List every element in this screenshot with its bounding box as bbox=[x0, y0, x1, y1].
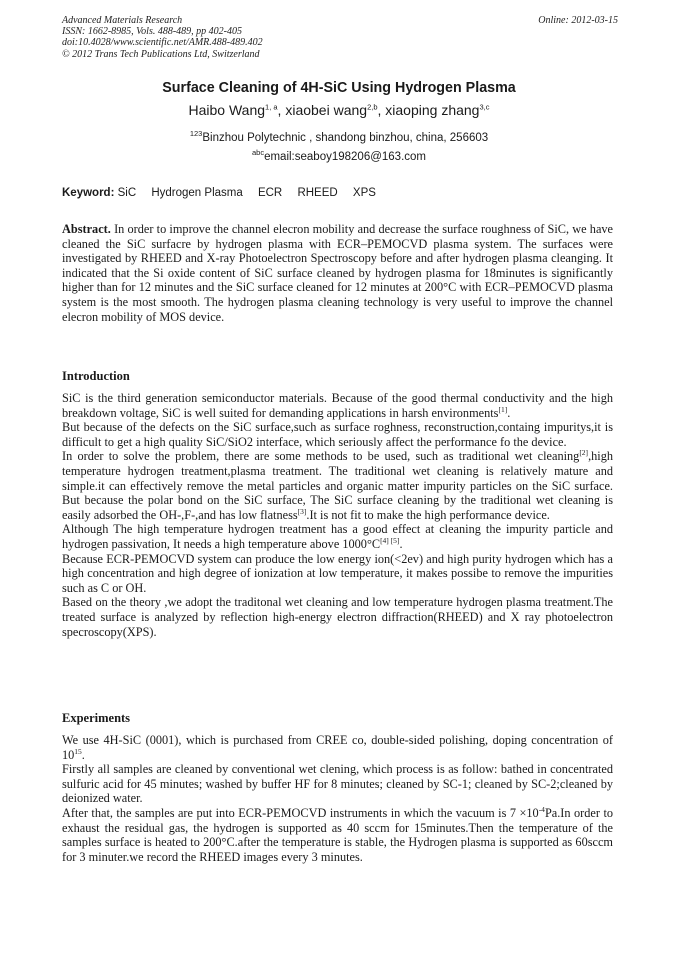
affiliation bbox=[0, 129, 678, 144]
paragraph: Firstly all samples are cleaned by conventional wet clening, which process is as follow: bathed in concentrated sulfuric acid for 45 minutes; washed by buffer HF for 8 minutes; cleaned by SC-1; cleaned by SC-2;cleaned by deionized water. bbox=[62, 762, 613, 806]
abstract-label: Abstract. bbox=[62, 222, 111, 236]
experiments-heading: Experiments bbox=[62, 711, 131, 725]
citation[interactable]: [1] bbox=[498, 404, 508, 414]
issn-line: ISSN: 1662-8985, Vols. 488-489, pp 402-405 bbox=[62, 26, 242, 38]
keyword: Hydrogen Plasma bbox=[151, 187, 243, 199]
paragraph: But because of the defects on the SiC surface,such as surface roghness, reconstruction,containg impuritys,it is difficult to get a high quality SiC/SiO2 interface, which seriously affect the performance fo the device. bbox=[62, 420, 613, 449]
paper-title: Surface Cleaning of 4H-SiC Using Hydrogen Plasma bbox=[162, 80, 516, 96]
author-affil-mark: 3,c bbox=[479, 102, 490, 112]
journal-name: Advanced Materials Research bbox=[62, 15, 183, 26]
introduction-body bbox=[62, 391, 613, 639]
affiliation-mark: 123 bbox=[189, 129, 203, 139]
author-name: Haibo Wang bbox=[188, 102, 266, 118]
paragraph: We use 4H-SiC (0001), which is purchased from CREE co, double-sided polishing, doping concentration of $10^{15}$. bbox=[62, 733, 613, 762]
keywords-label: Keyword: bbox=[62, 187, 115, 199]
author-affil-mark: 2,b bbox=[367, 102, 378, 112]
email-address[interactable]: email:seaboy198206@163.com bbox=[264, 151, 426, 163]
abstract-text: In order to improve the channel elecron mobility and decrease the surface roughness of SiC, we have cleaned the SiC surfacre by hydrogen plasma with ECR–PEMOCVD plasma system. The surfaces were investigated by RHEED and X-ray Photoelectron Spectroscopy before and after hydrogen plasma cleanging. It indicated that the Si oxide content of SiC surface cleaned by hydrogen plasma for 18minutes is significantly higher than for 12 minutes and the SiC surface cleaned for 12 minutes at 200°C with ECR–PEMOCVD plasma system is the most smooth. The hydrogen plasma cleaning technology is very useful to improve the channel elecron mobility of MOS device. bbox=[62, 222, 614, 324]
copyright-line: © 2012 Trans Tech Publications Ltd, Switzerland bbox=[62, 48, 260, 60]
keyword: RHEED bbox=[297, 187, 338, 199]
affiliation-text: Binzhou Polytechnic , shandong binzhou, china, 256603 bbox=[202, 132, 489, 144]
journal-header bbox=[62, 15, 618, 60]
citation[interactable]: [4] [5] bbox=[380, 535, 400, 545]
paragraph: After that, the samples are put into ECR-PEMOCVD instruments in which the vacuum is $7 \times 10^{-4}Pa.In$ order to exhaust the residual gas, the hydrogen is supported as 40 sccm for 15minutes.Then the temperature of the samples surface is heated to 200°C.after the temperature is stable, the Hydrogen plasma is supported as 60sccm for 3 minuter.we record the RHEED images every 3 minutes. bbox=[62, 804, 614, 864]
citation[interactable]: [2] bbox=[579, 448, 589, 458]
paragraph: SiC is the third generation semiconductor materials. Because of the good thermal conductivity and the high breakdown voltage, SiC is well suited for demanding applications in harsh environments[1]. bbox=[62, 391, 613, 420]
email-line bbox=[0, 148, 678, 163]
author-list: Haibo Wang$^{1, a}$, xiaobei wang$^{2,b}$, xiaoping zhang$^{3,c}$ bbox=[188, 102, 490, 118]
paragraph: Because ECR-PEMOCVD system can produce the low energy ion(<2ev) and high purity hydrogen which has a high concentration and high degree of ionization at low temperature, it makes possibe to remove the impurities such as C or OH. bbox=[62, 551, 613, 595]
doi-line[interactable]: doi:10.4028/www.scientific.net/AMR.488-489.402 bbox=[62, 37, 263, 49]
keyword: XPS bbox=[352, 187, 376, 199]
introduction-heading: Introduction bbox=[62, 369, 130, 383]
exponent: 15 bbox=[74, 746, 82, 756]
experiments-body bbox=[62, 733, 613, 864]
keyword: ECR bbox=[257, 187, 283, 199]
author-name: xiaoping zhang bbox=[385, 102, 480, 118]
author-affil-mark: 1, a bbox=[265, 102, 278, 112]
paragraph: In order to solve the problem, there are some methods to be used, such as traditional wet cleaning[2],high temperature hydrogen treatment,plasma treatment. The traditional wet cleaning is relatively mature and simple.it can effectively remove the metal particles and organic matter impurity particles on the SiC surface. But because the polar bond on the SiC surface, The SiC surface cleaning by the traditional wet cleaning is easily adsorbed the OH-,F-,and has low flatness[3].It is not fit to make the high performance device. bbox=[62, 448, 613, 522]
keywords bbox=[62, 187, 388, 199]
citation[interactable]: [3] bbox=[297, 506, 307, 516]
author-name: xiaobei wang bbox=[285, 102, 368, 118]
abstract bbox=[62, 222, 613, 324]
paragraph: Although The high temperature hydrogen treatment has a good effect at cleaning the impurity particle and hydrogen passivation, It needs a high temperature above 1000°C[4] [5]. bbox=[62, 522, 613, 551]
paragraph: Based on the theory ,we adopt the traditonal wet cleaning and low temperature hydrogen plasma treatment.The treated surface is analyzed by reflection high-energy electron diffraction(RHEED) and X ray photoelectron specroscopy(XPS). bbox=[62, 595, 613, 639]
keyword: SiC bbox=[117, 187, 137, 199]
online-date: Online: 2012-03-15 bbox=[538, 15, 618, 26]
exponent: -4 bbox=[538, 804, 545, 814]
email-mark: abc bbox=[251, 148, 265, 158]
